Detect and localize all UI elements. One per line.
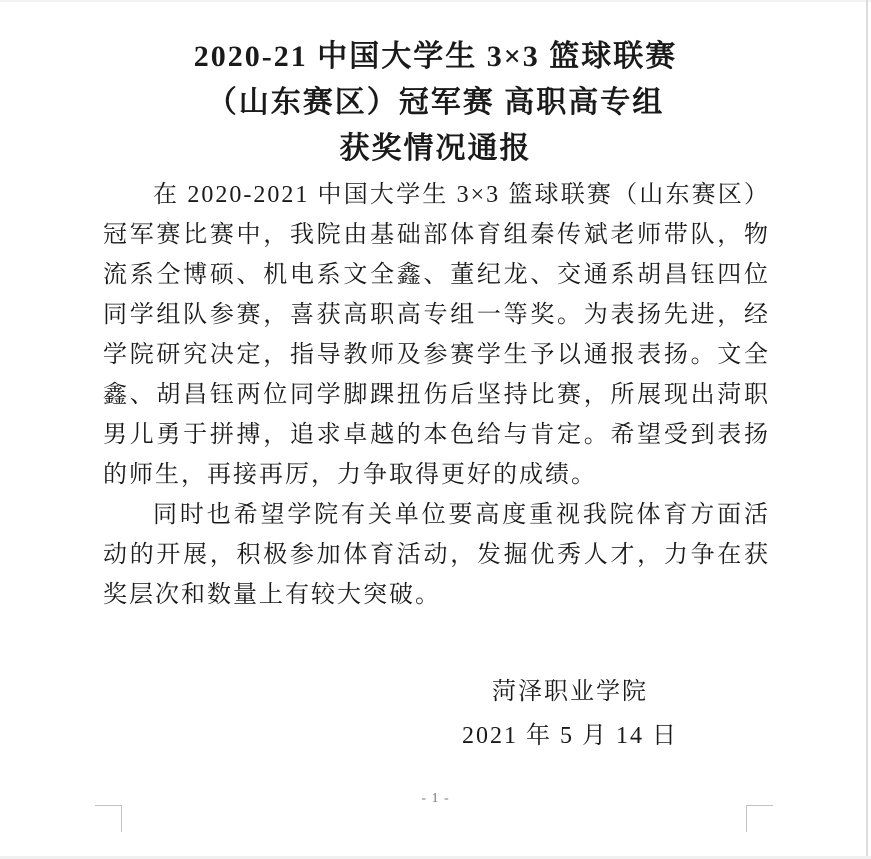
paragraph-line: 学院研究决定，指导教师及参赛学生予以通报表扬。文全 xyxy=(103,342,770,368)
paragraph-line: 动的开展，积极参加体育活动，发掘优秀人才，力争在获 xyxy=(103,542,770,568)
paragraph-line: 冠军赛比赛中，我院由基础部体育组秦传斌老师带队，物 xyxy=(103,222,770,248)
paragraph-line: 的师生，再接再厉，力争取得更好的成绩。 xyxy=(103,462,597,488)
paragraph-line: 同时也希望学院有关单位要高度重视我院体育方面活 xyxy=(153,502,770,528)
paragraph-line: 男儿勇于拼搏，追求卓越的本色给与肯定。希望受到表扬 xyxy=(103,422,770,448)
paragraph-line: 鑫、胡昌钰两位同学脚踝扭伤后坚持比赛，所展现出菏职 xyxy=(103,382,770,408)
page-number: - 1 - xyxy=(421,791,450,806)
page-edge-top xyxy=(0,0,871,2)
document-body xyxy=(103,175,770,758)
paragraph-line: 流系仝博硕、机电系文全鑫、董纪龙、交通系胡昌钰四位 xyxy=(103,262,770,288)
page-edge-right xyxy=(866,0,868,859)
paragraph-line: 奖层次和数量上有较大突破。 xyxy=(103,582,441,608)
title-line-2: （山东赛区）冠军赛 高职高专组 xyxy=(206,86,665,119)
signature-block xyxy=(420,670,720,758)
title-line-3: 获奖情况通报 xyxy=(339,132,532,165)
title-line-1: 2020-21 中国大学生 3×3 篮球联赛 xyxy=(193,40,678,73)
document-title xyxy=(0,0,871,172)
page-boundary-mark-right xyxy=(746,805,773,832)
paragraph-line: 同学组队参赛，喜获高职高专组一等奖。为表扬先进，经 xyxy=(103,302,770,328)
signature-org: 菏泽职业学院 xyxy=(492,679,648,705)
signature-date: 2021 年 5 月 14 日 xyxy=(462,723,678,749)
paragraph-2 xyxy=(103,495,770,615)
paragraph-1 xyxy=(103,175,770,495)
paragraph-line: 在 2020-2021 中国大学生 3×3 篮球联赛（山东赛区） xyxy=(153,182,770,208)
page-boundary-mark-left xyxy=(95,805,122,832)
